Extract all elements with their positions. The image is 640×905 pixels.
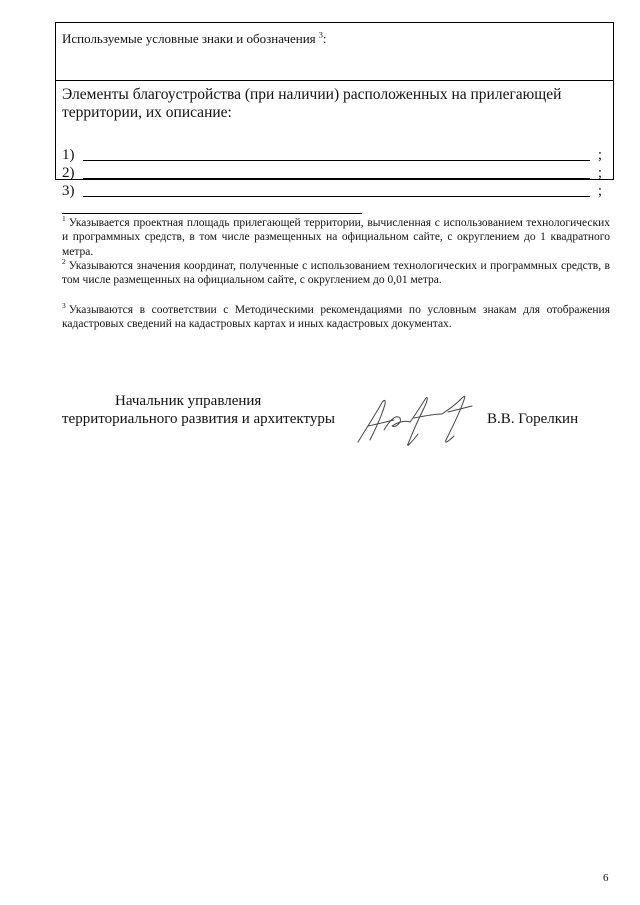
line-end: ; [597, 147, 602, 163]
handwritten-signature [350, 384, 480, 454]
elements-row [56, 80, 613, 199]
footnote-1 [62, 216, 610, 259]
footnote-2 [62, 259, 610, 288]
blank-line-1 [62, 146, 602, 164]
form-table [55, 22, 614, 199]
footnote-text: Указываются значения координат, полученные с использованием технологических и программных средств, в том числе размещенных на официальном сайте, с округлением до 0,01 метра. [62, 260, 610, 287]
signer-position-line2: территориального развития и архитектуры [62, 411, 335, 427]
blank-line-3 [62, 182, 602, 200]
symbols-label: Используемые условные знаки и обозначения [62, 31, 316, 46]
footnote-text: Указываются в соответствии с Методическими рекомендациями по условным знакам для отображения кадастровых сведений на кадастровых картах и иных кадастровых документах. [62, 304, 610, 331]
line-number: 2) [62, 165, 75, 181]
symbols-colon: : [322, 31, 327, 46]
line-number: 1) [62, 147, 75, 163]
footnote-3 [62, 303, 610, 332]
signer-name: В.В. Горелкин [487, 411, 579, 427]
footnote-separator [62, 213, 362, 214]
line-end: ; [597, 165, 602, 181]
line-end: ; [597, 183, 602, 199]
line-number: 3) [62, 183, 75, 199]
underline-rule [83, 160, 590, 161]
page-number: 6 [603, 872, 609, 884]
signer-position-line1: Начальник управления [115, 393, 262, 409]
symbols-footnote-ref: 3 [318, 30, 323, 40]
symbols-label-text [62, 31, 327, 47]
footnote-mark: 3 [62, 301, 66, 311]
underline-rule [83, 196, 590, 197]
footnote-mark: 2 [62, 257, 66, 267]
blank-line-2 [62, 164, 602, 182]
symbols-row [56, 23, 613, 81]
footnote-mark: 1 [62, 214, 66, 224]
footnote-text: Указывается проектная площадь прилегающей территории, вычисленная с использованием технологических и программных средств, в том числе размещенных на официальном сайте, с округлением до 1 квадратного метра. [62, 217, 610, 258]
elements-title: Элементы благоустройства (при наличии) расположенных на прилегающей территории, их описание: [62, 86, 562, 121]
underline-rule [83, 178, 590, 179]
